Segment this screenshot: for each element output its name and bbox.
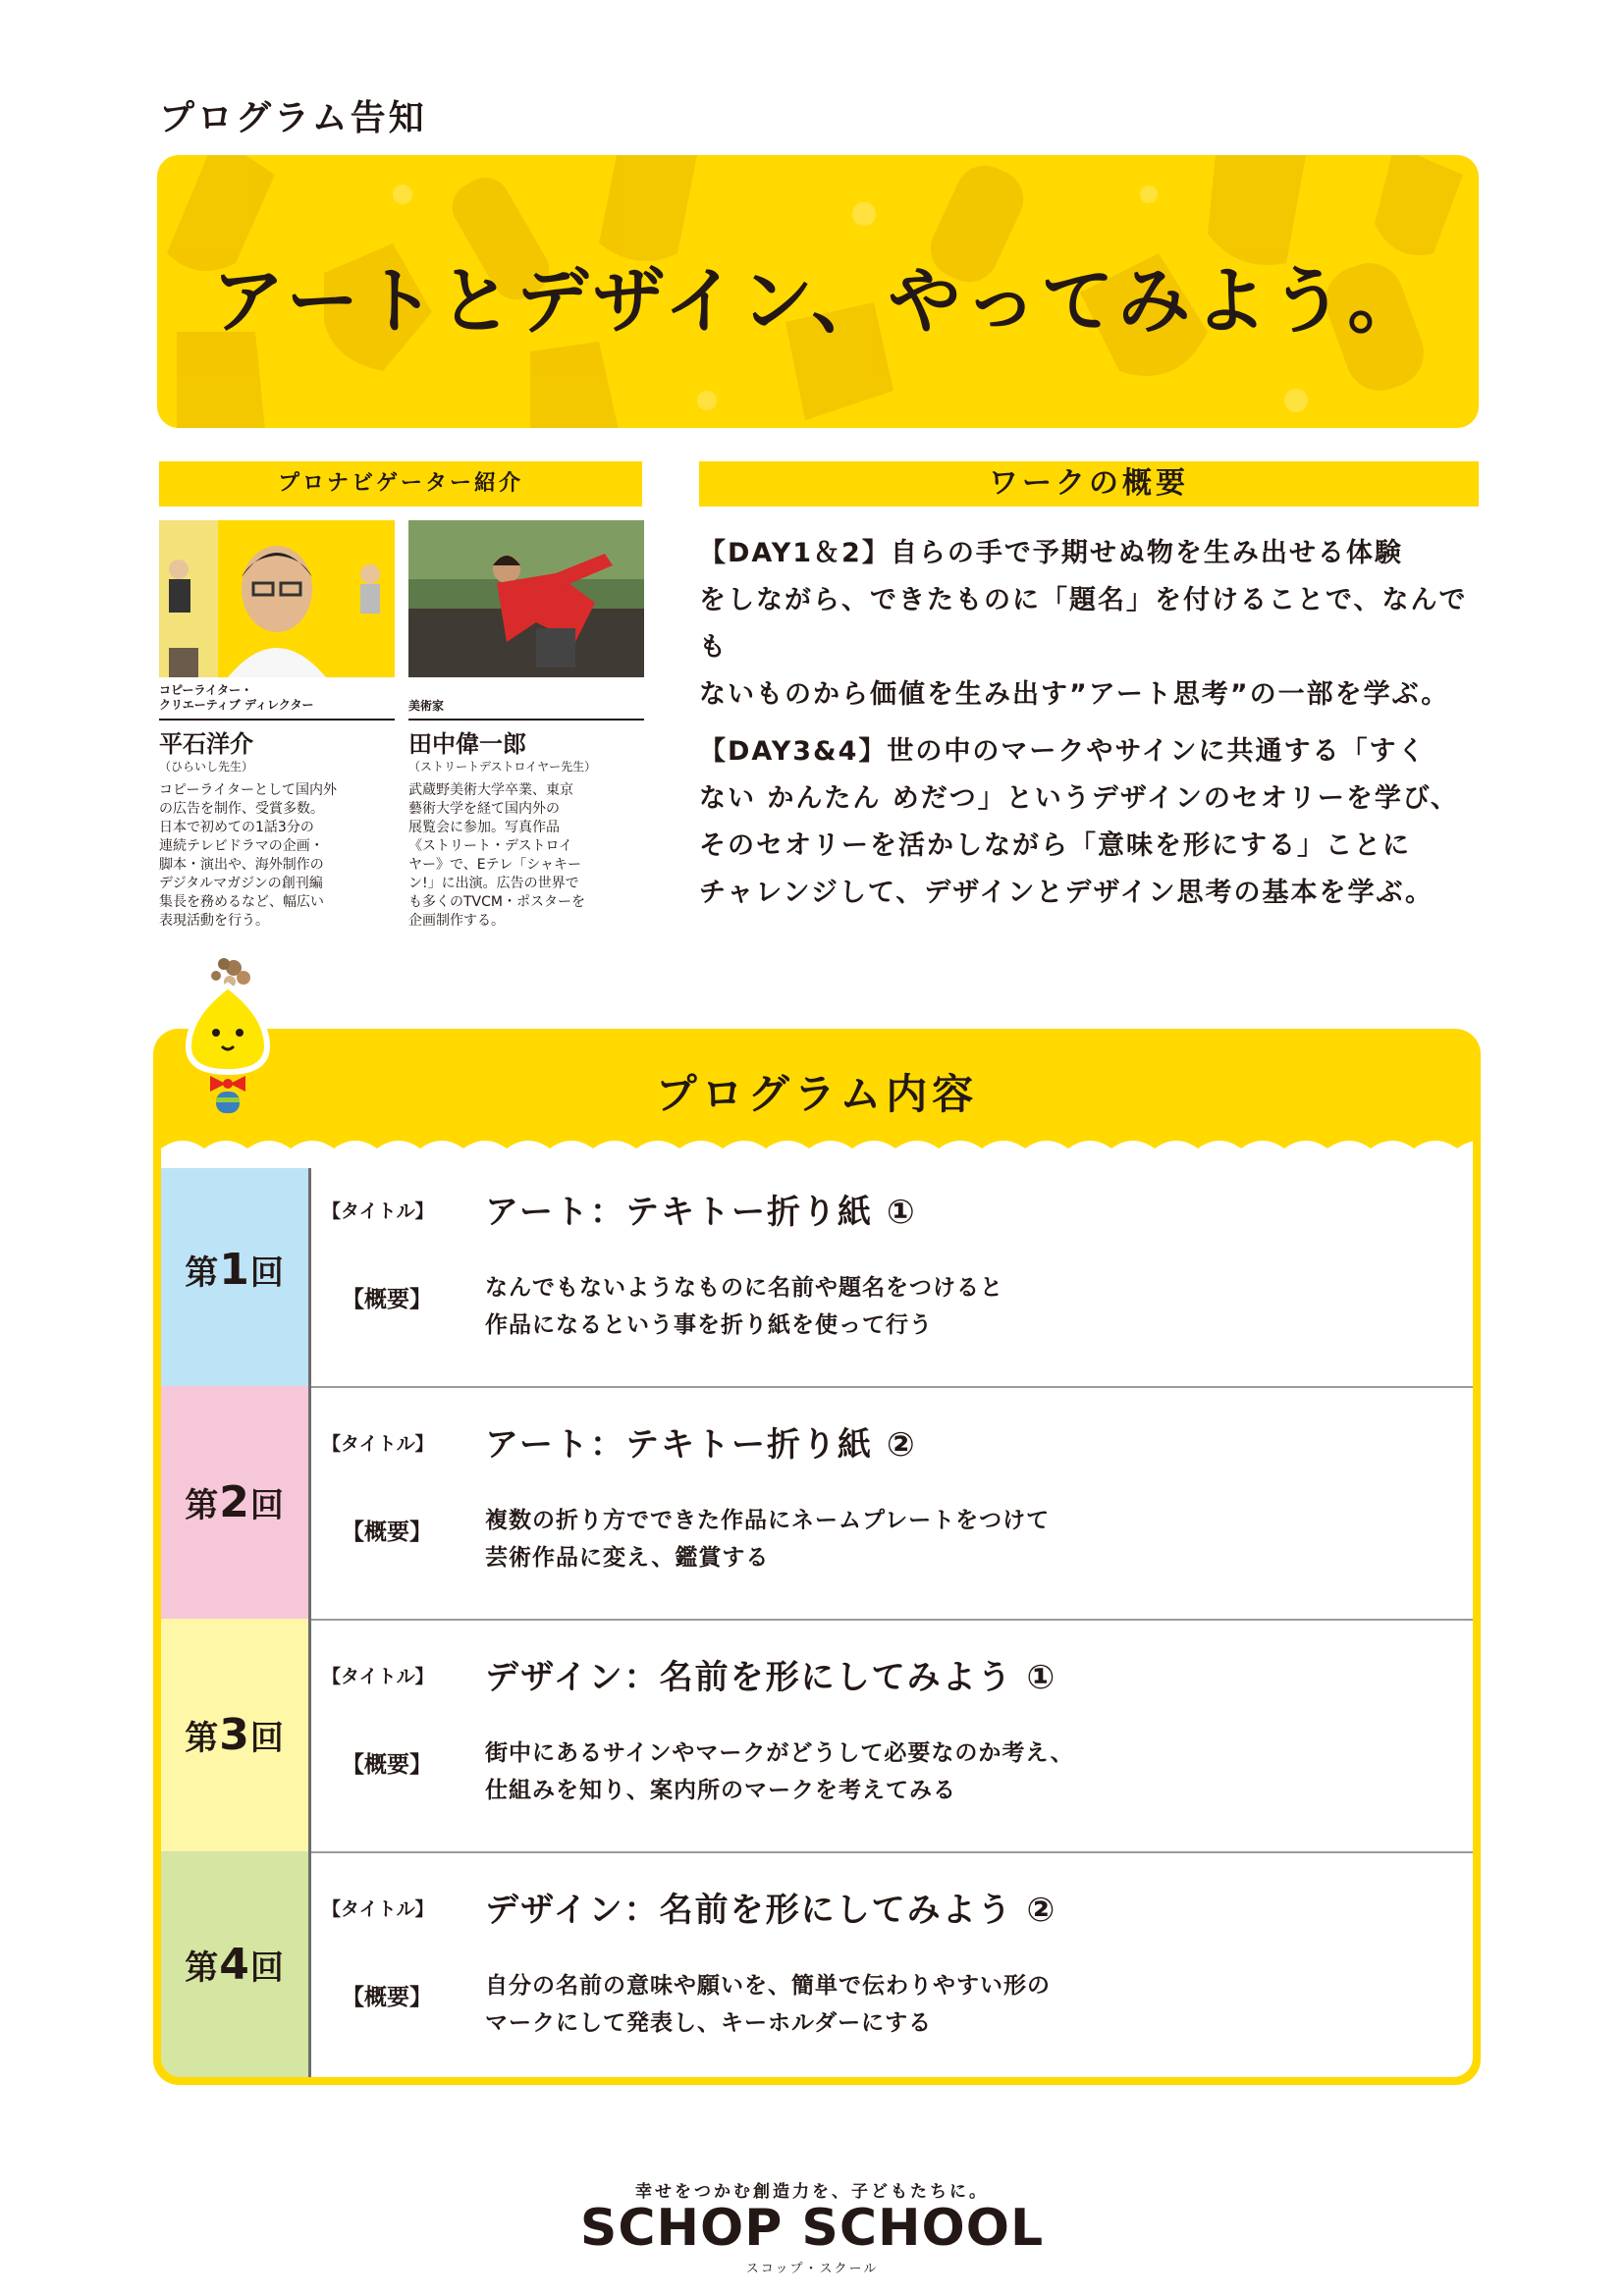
session-summary: 街中にあるサインやマークがどうして必要なのか考え、 仕組みを知り、案内所のマークを考えてみる <box>485 1740 1074 1803</box>
program-row-1 <box>161 1153 1473 1388</box>
session-number: 第4回 <box>161 1851 311 2077</box>
program-row-3 <box>161 1619 1473 1853</box>
work-heading: ワークの概要 <box>699 461 1479 507</box>
session-number: 第2回 <box>161 1386 311 1619</box>
title-label: 【タイトル】 <box>322 1898 434 1920</box>
mascot-icon <box>173 956 283 1123</box>
navigator-photo-hiraishi <box>159 520 395 677</box>
divider <box>408 719 644 721</box>
session-title: デザイン：名前を形にしてみよう ① <box>485 1658 1057 1697</box>
name-tanaka: 田中偉一郎 <box>408 730 526 758</box>
bio-hiraishi: コピーライターとして国内外 の広告を制作、受賞多数。 日本で初めての1話3分の 連続テレビドラマの企画・ 脚本・演出や、海外制作の デジタルマガジンの創刊編 集長を務めるなど、幅広い 表現活動を行う。 <box>159 782 338 929</box>
program-heading: プログラム内容 <box>655 1070 979 1118</box>
summary-label: 【概要】 <box>342 1985 432 2010</box>
summary-label: 【概要】 <box>342 1287 432 1312</box>
brand-logo-reading: スコップ・スクール <box>745 2262 879 2276</box>
program-row-2 <box>161 1386 1473 1621</box>
page-label: プログラム告知 <box>159 98 427 138</box>
role-hiraishi: コピーライター・ クリエーティブ ディレクター <box>159 683 314 712</box>
bio-tanaka: 武蔵野美術大学卒業、東京 藝術大学を経て国内外の 展覧会に参加。写真作品 《ストリート・デストロイ ヤー》で、Eテレ「シャキー ン!」に出演。広告の世界で も多くのTVCM・ポスターを 企画制作する。 <box>408 782 585 929</box>
session-summary: 複数の折り方でできた作品にネームプレートをつけて 芸術作品に変え、鑑賞する <box>485 1508 1051 1571</box>
wave-divider <box>161 1129 1473 1168</box>
brand-logo: SCHOP SCHOOL <box>579 2199 1045 2258</box>
yomi-hiraishi: （ひらいし先生） <box>159 760 254 774</box>
yomi-tanaka: （ストリートデストロイヤー先生） <box>408 760 597 774</box>
page-title: アートとデザイン、やってみよう。 <box>211 259 1425 344</box>
session-number: 第3回 <box>161 1619 311 1851</box>
title-banner <box>157 155 1479 428</box>
role-tanaka: 美術家 <box>408 699 445 713</box>
title-label: 【タイトル】 <box>322 1433 434 1455</box>
session-summary: なんでもないようなものに名前や題名をつけると 作品になるという事を折り紙を使って行う <box>485 1275 1003 1338</box>
summary-label: 【概要】 <box>342 1752 432 1778</box>
session-number: 第1回 <box>161 1153 311 1386</box>
divider <box>159 719 395 721</box>
name-hiraishi: 平石洋介 <box>159 730 253 758</box>
title-label: 【タイトル】 <box>322 1201 434 1222</box>
summary-label: 【概要】 <box>342 1520 432 1545</box>
work-paragraph-2: 【DAY3&4】世の中のマークやサインに共通する「すく ない かんたん めだつ」というデザインのセオリーを学び、 そのセオリーを活かしながら「意味を形にする」ことに チャレンジして、デザインとデザイン思考の基本を学ぶ。 <box>699 736 1459 908</box>
navigator-photo-tanaka <box>408 520 644 677</box>
session-summary: 自分の名前の意味や願いを、簡単で伝わりやすい形の マークにして発表し、キーホルダーにする <box>485 1973 1051 2036</box>
title-label: 【タイトル】 <box>322 1666 434 1687</box>
program-table <box>161 1153 1473 2077</box>
session-title: アート：テキトー折り紙 ② <box>485 1425 917 1465</box>
session-title: アート：テキトー折り紙 ① <box>485 1193 917 1232</box>
navigator-heading: プロナビゲーター紹介 <box>159 461 642 507</box>
program-row-4 <box>161 1851 1473 2077</box>
session-title: デザイン：名前を形にしてみよう ② <box>485 1891 1057 1930</box>
work-paragraph-1: 【DAY1＆2】自らの手で予期せぬ物を生み出せる体験 をしながら、できたものに「題名」を付けることで、なんでも ないものから価値を生み出す”アート思考”の一部を学ぶ。 <box>699 538 1468 710</box>
footer-tagline: 幸せをつかむ創造力を、子どもたちに。 <box>635 2182 989 2202</box>
